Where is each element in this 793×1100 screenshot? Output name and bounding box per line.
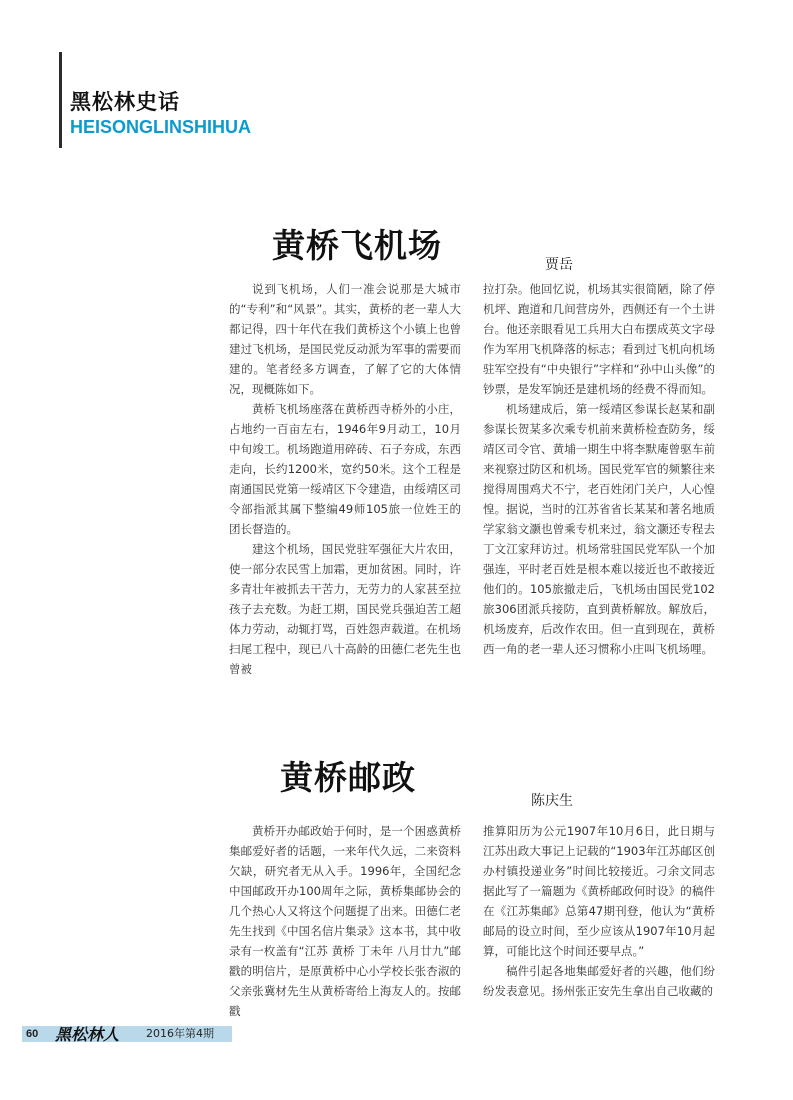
paragraph: 建这个机场，国民党驻军强征大片农田，使一部分农民雪上加霜，更加贫困。同时，许多青壮年被抓去干苦力，无劳力的人家甚至拉孩子去充数。为赶工期，国民党兵强迫苦工超体力劳动，动辄打骂，百姓怨声载道。在机场扫尾工程中，现已八十高龄的田德仁老先生也曾被 bbox=[229, 542, 461, 676]
article2-column-right bbox=[483, 821, 715, 1001]
issue-label: 2016年第4期 bbox=[146, 1027, 214, 1040]
paragraph: 黄桥开办邮政始于何时，是一个困惑黄桥集邮爱好者的话题，一来年代久远，二来资料欠缺，研究者无从入手。1996年，全国纪念中国邮政开办100周年之际，黄桥集邮协会的几个热心人又将这个问题提了出来。田德仁老先生找到《中国名信片集录》这本书，其中收录有一枚盖有“江苏 黄桥 丁未年 八月廿九”邮戳的明信片，是原黄桥中心小学校长张杏淑的父亲张冀材先生从黄桥寄给上海友人的。按邮戳 bbox=[229, 824, 461, 1018]
paragraph: 说到飞机场，人们一准会说那是大城市的“专利”和“风景”。其实，黄桥的老一辈人大都记得，四十年代在我们黄桥这个小镇上也曾建过飞机场，是国民党反动派为军事的需要而建的。笔者经多方调查，了解了它的大体情况，现概陈如下。 bbox=[229, 282, 461, 396]
article1-author: 贾岳 bbox=[545, 257, 573, 273]
page-number: 60 bbox=[26, 1028, 39, 1040]
magazine-logo: 黑松林人 bbox=[55, 1025, 120, 1044]
article1-title: 黄桥飞机场 bbox=[272, 226, 442, 265]
article2-column-left bbox=[229, 821, 461, 1021]
article2-author: 陈庆生 bbox=[531, 793, 573, 809]
paragraph: 稿件引起各地集邮爱好者的兴趣，他们纷纷发表意见。扬州张正安先生拿出自己收藏的 bbox=[483, 964, 715, 998]
article1-column-right bbox=[483, 279, 715, 659]
paragraph: 拉打杂。他回忆说，机场其实很简陋，除了停机坪、跑道和几间营房外，西侧还有一个土讲台。他还亲眼看见工兵用大白布摆成英文字母作为军用飞机降落的标志；看到过飞机向机场驻军空投有“中央银行”字样和“孙中山头像”的钞票，是发军饷还是建机场的经费不得而知。 bbox=[483, 282, 715, 396]
paragraph: 机场建成后，第一绥靖区参谋长赵某和副参谋长贺某多次乘专机前来黄桥检查防务，绥靖区司令官、黄埔一期生中将李默庵曾驱车前来视察过防区和机场。国民党军官的频繁往来搅得周围鸡犬不宁，老百姓闭门关户，人心惶惶。据说，当时的江苏省省长某某和著名地质学家翁文灏也曾乘专机来过，翁文灏还专程去丁文江家拜访过。机场常驻国民党军队一个加强连，平时老百姓是根本难以接近也不敢接近他们的。105旅撤走后，飞机场由国民党102旅306团派兵接防，直到黄桥解放。解放后，机场废弃，后改作农田。但一直到现在，黄桥西一角的老一辈人还习惯称小庄叫飞机场哩。 bbox=[483, 402, 715, 656]
paragraph: 黄桥飞机场座落在黄桥西寺桥外的小庄，占地约一百亩左右，1946年9月动工，10月中旬竣工。机场跑道用碎砖、石子夯成，东西走向，长约1200米，宽约50米。这个工程是南通国民党第一绥靖区下令建造，由绥靖区司令部指派其属下整编49师105旅一位姓王的团长督造的。 bbox=[229, 402, 461, 536]
section-divider-bar bbox=[59, 52, 62, 148]
section-title-cn: 黑松林史话 bbox=[70, 90, 180, 114]
section-title-en: HEISONGLINSHIHUA bbox=[70, 117, 252, 137]
article2-title: 黄桥邮政 bbox=[280, 758, 416, 797]
paragraph: 推算阳历为公元1907年10月6日，此日期与江苏出政大事记上记载的“1903年江苏邮区创办村镇投递业务”时间比较接近。刁余文同志据此写了一篇题为《黄桥邮政何时设》的稿件在《江苏集邮》总第47期刊登，他认为“黄桥邮局的设立时间，至少应该从1907年10月起算，可能比这个时间还要早点。” bbox=[483, 824, 715, 958]
article1-column-left bbox=[229, 279, 461, 679]
